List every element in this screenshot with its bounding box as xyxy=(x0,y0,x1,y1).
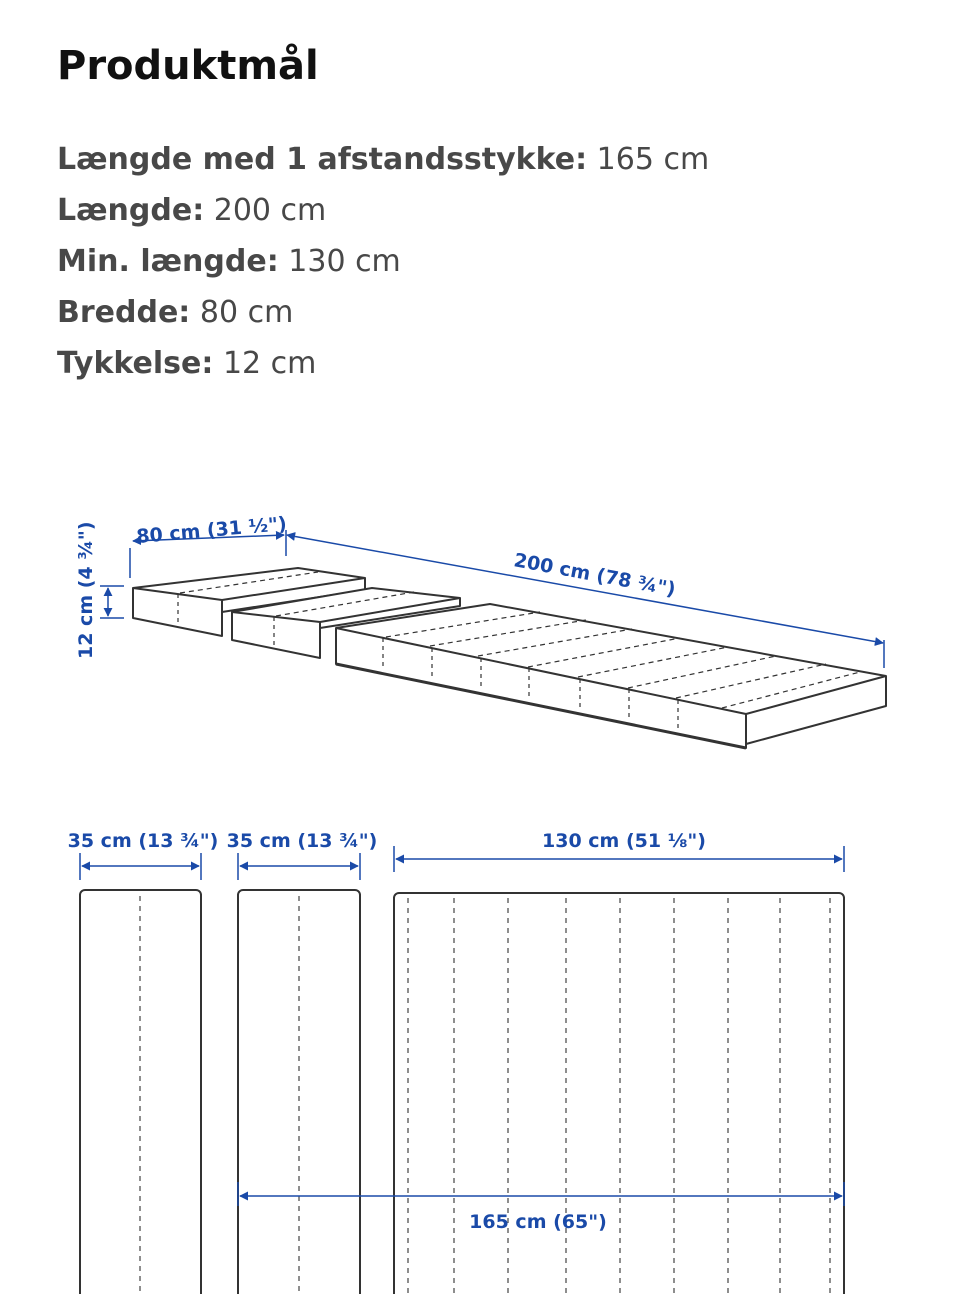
width-dimension-label: 80 cm (31 ½") xyxy=(135,512,288,548)
spec-row-min-length xyxy=(57,236,709,287)
spec-value: 200 cm xyxy=(213,193,327,228)
spec-label: Min. længde: xyxy=(57,244,279,279)
thickness-dimension-label: 12 cm (4 ¾") xyxy=(75,521,97,659)
spec-value: 12 cm xyxy=(222,346,317,381)
spec-label: Længde: xyxy=(57,193,205,228)
spec-row-thickness xyxy=(57,338,709,389)
page-title: Produktmål xyxy=(57,43,319,89)
spec-value: 80 cm xyxy=(199,295,294,330)
spec-row-length xyxy=(57,185,709,236)
main-mattress-3d xyxy=(336,604,886,748)
top-view xyxy=(80,890,844,1294)
spec-label: Længde med 1 afstandsstykke: xyxy=(57,142,588,177)
piece2-dimension-label: 35 cm (13 ¾") xyxy=(226,830,378,852)
perspective-view xyxy=(133,568,886,748)
spec-row-length-with-spacer xyxy=(57,134,709,185)
main-dimension-label: 130 cm (51 ⅛") xyxy=(542,830,706,852)
dimension-diagram xyxy=(0,440,960,1294)
spec-value: 165 cm xyxy=(596,142,710,177)
length-dimension-label: 200 cm (78 ¾") xyxy=(512,549,678,601)
spec-row-width xyxy=(57,287,709,338)
spec-list xyxy=(57,134,709,389)
main-mattress-top xyxy=(394,893,844,1294)
spec-value: 130 cm xyxy=(288,244,401,279)
spec-label: Tykkelse: xyxy=(57,346,214,381)
piece1-dimension-label: 35 cm (13 ¾") xyxy=(67,830,219,852)
spec-label: Bredde: xyxy=(57,295,191,330)
combined-dimension-label: 165 cm (65") xyxy=(469,1211,607,1233)
